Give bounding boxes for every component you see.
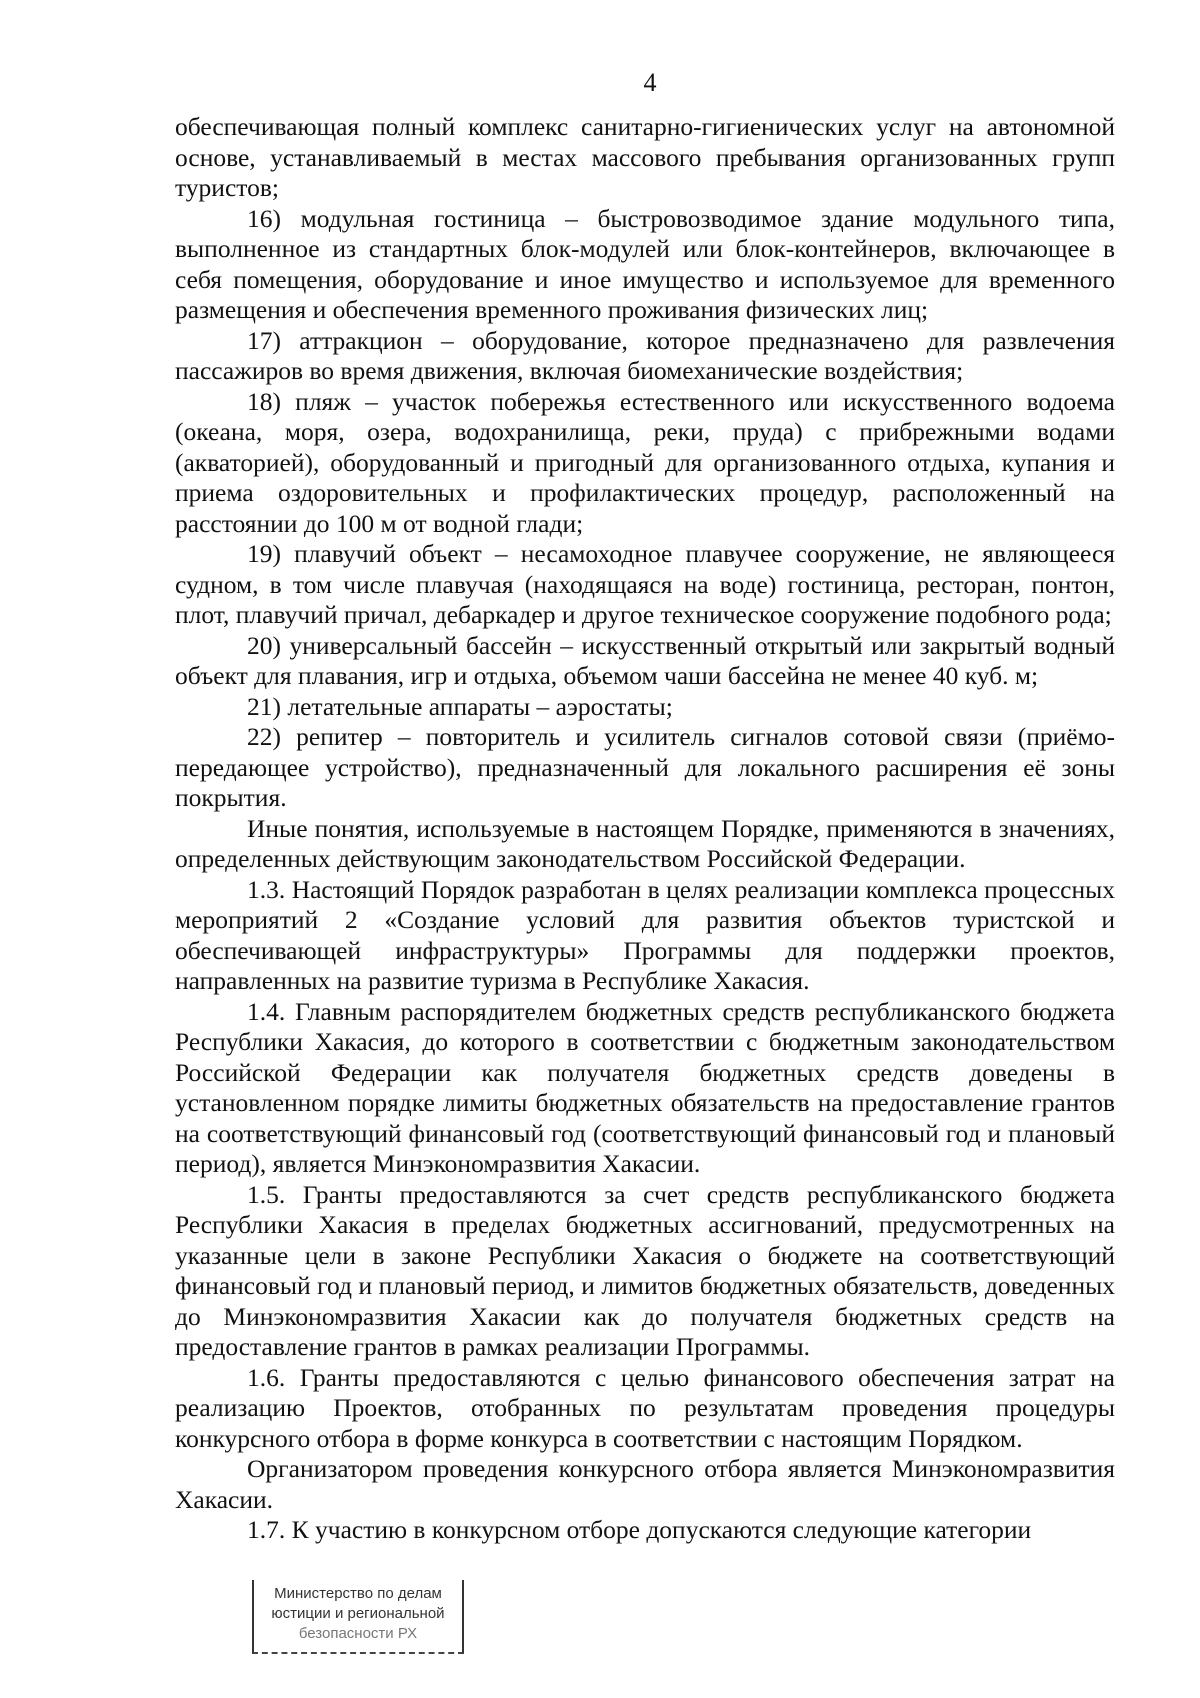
paragraph: 20) универсальный бассейн – искусственный открытый или закрытый водный объект для плавания, игр и отдыха, объемом чаши бассейна не менее 40 куб. м; — [175, 630, 1115, 690]
paragraph: 18) пляж – участок побережья естественного или искусственного водоема (океана, моря, озера, водохранилища, реки, пруда) с прибрежными водами (акваторией), оборудованный и пригодный для организованного отдыха, купания и приема оздоровительных и профилактических процедур, расположенный на расстоянии до 100 м от водной глади; — [175, 386, 1115, 538]
paragraph: 1.7. К участию в конкурсном отборе допускаются следующие категории — [247, 1515, 1032, 1544]
paragraph: 21) летательные аппараты – аэростаты; — [247, 691, 673, 721]
paragraph: 1.4. Главным распорядителем бюджетных средств республиканского бюджета Республики Хакасия, до которого в соответствии с бюджетным законодательством Российской Федерации как получателя бюджетных средств доведены в установленном порядке лимиты бюджетных обязательств на предоставление грантов на соответствующий финансовый год (соответствующий финансовый год и плановый период), является Минэкономразвития Хакасии. — [175, 996, 1115, 1178]
paragraph: 1.6. Гранты предоставляются с целью финансового обеспечения затрат на реализацию Проектов, отобранных по результатам проведения процедуры конкурсного отбора в форме конкурса в соответствии с настоящим Порядком. — [175, 1362, 1115, 1453]
page-number: 4 — [643, 68, 657, 97]
stamp-line: Министерство по делам — [274, 1585, 442, 1602]
paragraph: обеспечивающая полный комплекс санитарно-гигиенических услуг на автономной основе, устанавливаемый в местах массового пребывания организованных групп туристов; — [175, 112, 1115, 202]
paragraph: 1.5. Гранты предоставляются за счет средств республиканского бюджета Республики Хакасия в пределах бюджетных ассигнований, предусмотренных на указанные цели в законе Республики Хакасия о бюджете на соответствующий финансовый год и плановый период, и лимитов бюджетных обязательств, доведенных до Минэкономразвития Хакасии как до получателя бюджетных средств на предоставление грантов в рамках реализации Программы. — [175, 1179, 1115, 1361]
stamp-line: безопасности РХ — [298, 1625, 418, 1642]
paragraph: 19) плавучий объект – несамоходное плавучее сооружение, не являющееся судном, в том числе плавучая (находящаяся на воде) гостиница, ресторан, понтон, плот, плавучий причал, дебаркадер и другое техническое сооружение подобного рода; — [175, 539, 1115, 629]
paragraph: 17) аттракцион – оборудование, которое предназначено для развлечения пассажиров во время движения, включая биомеханические воздействия; — [175, 325, 1115, 385]
paragraph: Организатором проведения конкурсного отбора является Минэкономразвития Хакасии. — [175, 1454, 1115, 1514]
stamp-line: юстиции и региональной — [271, 1605, 445, 1622]
paragraph: 22) репитер – повторитель и усилитель сигналов сотовой связи (приёмо-передающее устройство), предназначенный для локального расширения её зоны покрытия. — [175, 722, 1115, 812]
document-body — [175, 112, 1115, 1546]
paragraph: Иные понятия, используемые в настоящем Порядке, применяются в значениях, определенных действующим законодательством Российской Федерации. — [175, 813, 1115, 873]
paragraph: 16) модульная гостиница – быстровозводимое здание модульного типа, выполненное из стандартных блок-модулей или блок-контейнеров, включающее в себя помещения, оборудование и иное имущество и используемое для временного размещения и обеспечения временного проживания физических лиц; — [175, 203, 1115, 324]
paragraph: 1.3. Настоящий Порядок разработан в целях реализации комплекса процессных мероприятий 2 «Создание условий для развития объектов туристской и обеспечивающей инфраструктуры» Программы для поддержки проектов, направленных на развитие туризма в Республике Хакасия. — [175, 874, 1115, 995]
ministry-stamp — [252, 1580, 464, 1654]
